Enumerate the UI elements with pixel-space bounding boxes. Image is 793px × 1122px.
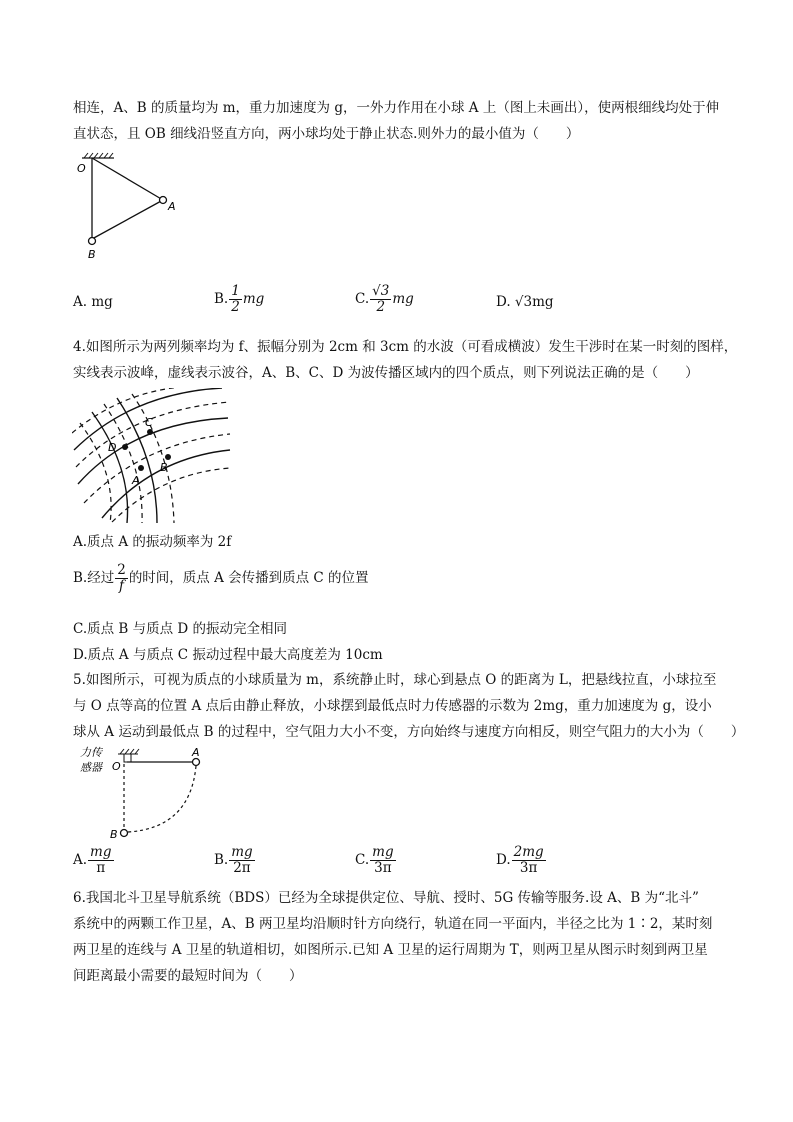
q4-text-line-2: 实线表示波峰，虚线表示波谷，A、B、C、D 为波传播区域内的四个质点，则下列说法正确的是（ ） <box>73 365 699 381</box>
q6-text-line-2: 系统中的两颗工作卫星，A、B 两卫星均沿顺时针方向绕行，轨道在同一平面内，半径之比为 1∶2，某时刻 <box>73 916 713 932</box>
q3-option-b <box>214 284 264 315</box>
q3-option-b-fraction <box>229 284 242 315</box>
q5-label-sensor-2: 感器 <box>80 761 102 774</box>
q4-option-a: A.质点 A 的振动频率为 2f <box>73 534 232 550</box>
q5-option-d-prefix: D. <box>496 852 511 868</box>
q4-label-a: A <box>132 474 140 487</box>
q5-option-c-den: 3π <box>374 860 392 876</box>
q3-option-a: A. mg <box>73 294 113 310</box>
q4-option-b-prefix: B.经过 <box>73 570 115 586</box>
q5-label-a: A <box>192 746 200 759</box>
q5-option-a-num: mg <box>90 844 112 860</box>
q4-label-c: C <box>145 416 153 429</box>
q3-option-c-fraction <box>370 284 391 315</box>
q5-text-line-1: 5.如图所示，可视为质点的小球质量为 m，系统静止时，球心到悬点 O 的距离为 L，把悬线拉直，小球拉至 <box>73 672 717 688</box>
q5-option-a-den: π <box>96 860 106 876</box>
q3-option-b-num: 1 <box>231 283 240 299</box>
q4-option-c: C.质点 B 与质点 D 的振动完全相同 <box>73 621 288 637</box>
q5-text-line-2: 与 O 点等高的位置 A 点后由静止释放，小球摆到最低点时力传感器的示数为 2mg，重力加速度为 g，设小 <box>73 698 712 714</box>
q3-text-line-2: 直状态，且 OB 细线沿竖直方向，两小球均处于静止状态.则外力的最小值为（ ） <box>73 126 580 142</box>
q5-option-c-num: mg <box>372 844 394 860</box>
q3-label-o: O <box>77 162 86 175</box>
q5-option-b-fraction <box>229 845 254 876</box>
q3-option-c-num: √3 <box>372 283 390 299</box>
q5-text-line-3: 球从 A 运动到最低点 B 的过程中，空气阻力大小不变，方向始终与速度方向相反，则空气阻力的大小为（ ） <box>73 724 745 740</box>
q3-option-c-prefix: C. <box>355 291 370 307</box>
q5-option-d-den: 3π <box>519 860 538 876</box>
q5-option-a-fraction <box>88 845 113 876</box>
q5-option-b-prefix: B. <box>214 852 229 868</box>
q4-text-line-1: 4.如图所示为两列频率均为 f、振幅分别为 2cm 和 3cm 的水波（可看成横波）发生干涉时在某一时刻的图样， <box>73 339 738 355</box>
q4-interference-figure <box>72 388 232 523</box>
q5-option-c-prefix: C. <box>355 852 370 868</box>
q6-text-line-1: 6.我国北斗卫星导航系统（BDS）已经为全球提供定位、导航、授时、5G 传输等服务.设 A、B 为“北斗” <box>73 890 699 906</box>
q3-option-b-prefix: B. <box>214 291 229 307</box>
q5-option-a-prefix: A. <box>73 852 88 868</box>
q3-label-b: B <box>88 248 96 261</box>
q5-option-c <box>355 845 397 876</box>
q5-option-d-fraction <box>512 845 546 876</box>
q5-pendulum-figure <box>72 744 212 844</box>
q3-option-b-suffix: mg <box>242 291 265 307</box>
q3-label-a: A <box>168 200 176 213</box>
q5-option-d <box>496 845 547 876</box>
q5-option-b-den: 2π <box>233 860 251 876</box>
q3-option-c-den: 2 <box>376 299 386 315</box>
q4-option-b-suffix: 的时间，质点 A 会传播到质点 C 的位置 <box>128 570 369 586</box>
q3-option-d: D. √3mg <box>496 294 554 310</box>
q3-option-c <box>355 284 414 315</box>
q5-option-a <box>73 845 115 876</box>
q4-label-b: B <box>160 461 168 474</box>
q3-option-c-suffix: mg <box>392 291 414 307</box>
q3-figure <box>72 150 182 265</box>
q3-text-line-1: 相连，A、B 的质量均为 m，重力加速度为 g，一外力作用在小球 A 上（图上未画出），使两根细线均处于伸 <box>73 100 720 116</box>
q5-option-d-num: 2mg <box>513 844 544 860</box>
q4-option-b-fraction <box>115 563 128 594</box>
q4-option-b-num: 2 <box>117 562 126 578</box>
q5-option-c-fraction <box>370 845 395 876</box>
q6-text-line-3: 两卫星的连线与 A 卫星的轨道相切，如图所示.已知 A 卫星的运行周期为 T，则两卫星从图示时刻到两卫星 <box>73 942 708 958</box>
q4-option-b-den: f <box>119 578 125 594</box>
q4-option-b <box>73 563 369 594</box>
q5-label-o: O <box>112 760 121 773</box>
q5-option-b <box>214 845 256 876</box>
q4-option-d: D.质点 A 与质点 C 振动过程中最大高度差为 10cm <box>73 647 383 663</box>
q4-label-d: D <box>108 441 117 454</box>
q5-label-sensor-1: 力传 <box>80 746 102 759</box>
q5-option-b-num: mg <box>231 844 253 860</box>
q5-label-b: B <box>110 828 118 841</box>
q3-option-b-den: 2 <box>231 299 240 315</box>
q6-text-line-4: 间距离最小需要的最短时间为（ ） <box>73 968 303 984</box>
